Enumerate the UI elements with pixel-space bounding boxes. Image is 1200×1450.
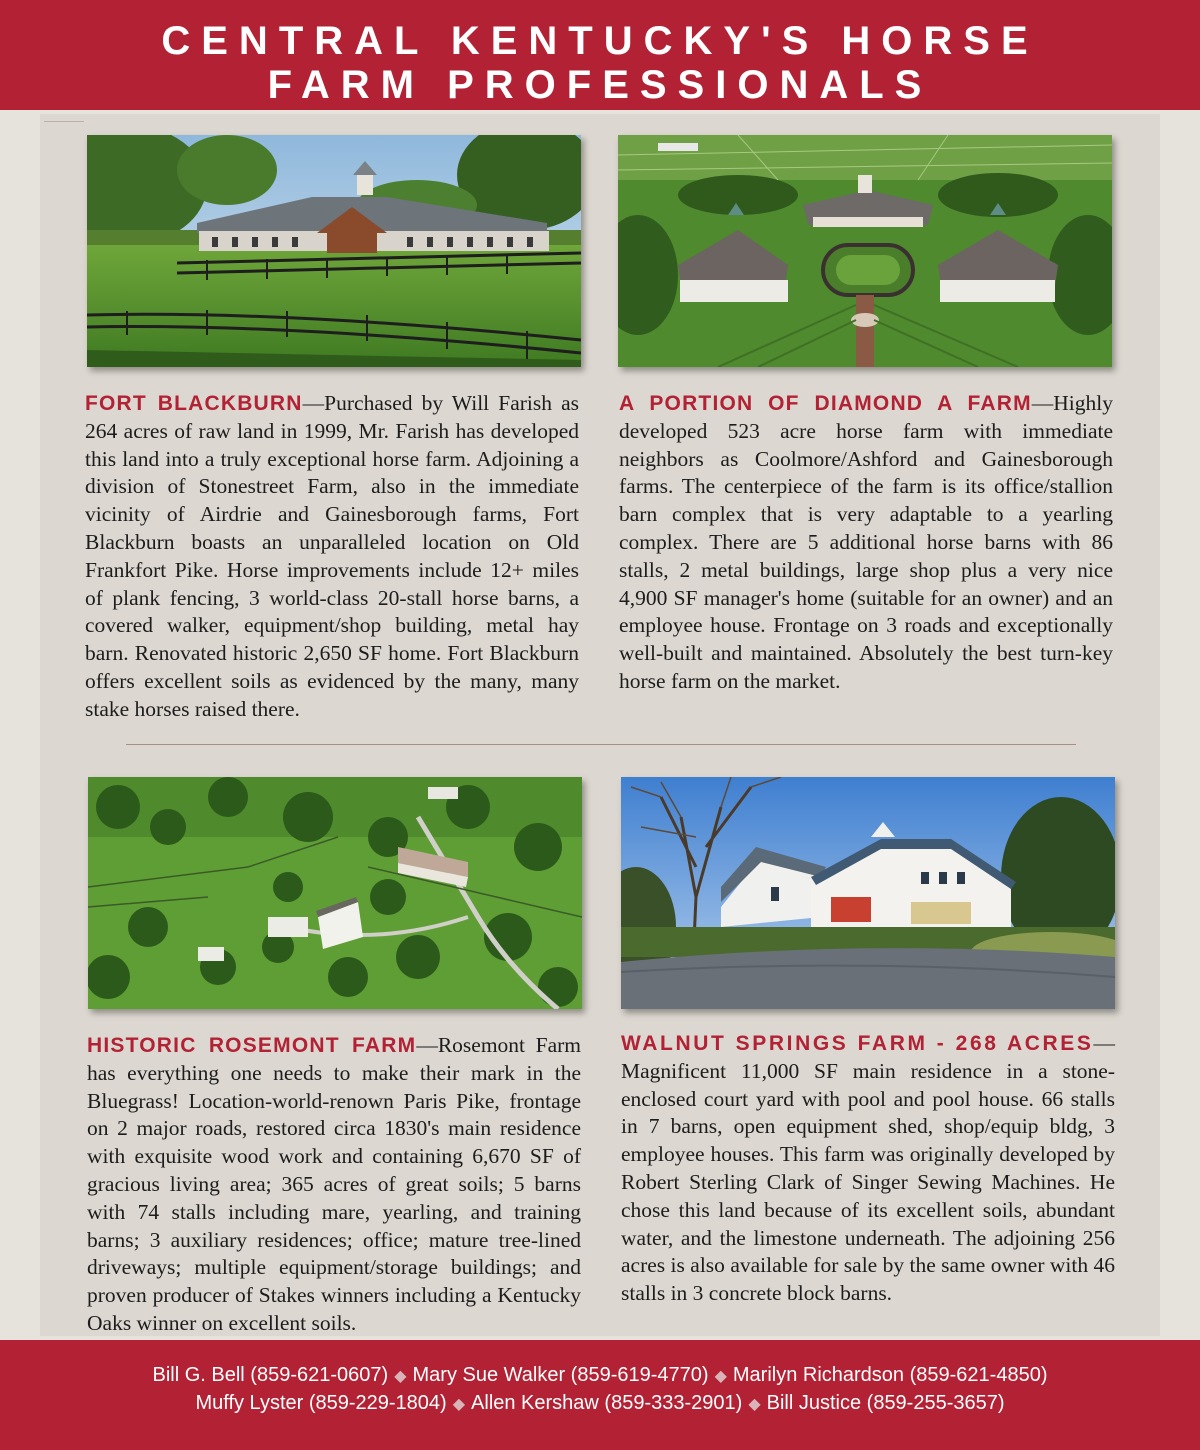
contact-bill-justice: Bill Justice (859-255-3657) bbox=[766, 1392, 1005, 1414]
listing-body: Purchased by Will Farish as 264 acres of raw land in 1999, Mr. Farish has developed this land into a truly exceptional horse farm. Adjoining a division of Stonestreet Farm, also in the immediate vicinity of Airdrie and Gainesborough farms, Fort Blackburn boasts an unparalleled location on Old Frankfort Pike. Horse improvements include 12+ miles of plank fencing, 3 world-class 20-stall horse barns, a covered walker, equipment/shop building, metal hay barn. Renovated historic 2,650 SF home. Fort Blackburn offers excellent soils as evidenced by the many, many stake horses raised there. bbox=[85, 391, 579, 721]
separator-diamond-icon: ◆ bbox=[394, 1368, 407, 1385]
listing-title: HISTORIC ROSEMONT FARM bbox=[87, 1034, 417, 1057]
panel-mark bbox=[44, 121, 84, 122]
listing-title: FORT BLACKBURN bbox=[85, 392, 303, 415]
listing-dash: — bbox=[1093, 1031, 1115, 1055]
listing-body: Highly developed 523 acre horse farm with immediate neighbors as Coolmore/Ashford and Gainesborough farms. The centerpiece of the farm is its office/stallion barn complex that is very adaptable to a yearling complex. There are 5 additional horse barns with 86 stalls, 2 metal buildings, large shop plus a very nice 4,900 SF manager's home (suitable for an owner) and an employee house. Frontage on 3 roads and exceptionally well-built and maintained. Absolutely the best turn-key horse farm on the market. bbox=[619, 391, 1113, 693]
separator-diamond-icon: ◆ bbox=[714, 1368, 727, 1385]
contact-marilyn-richardson: Marilyn Richardson (859-621-4850) bbox=[732, 1364, 1048, 1386]
contact-footer bbox=[0, 1340, 1200, 1450]
listing-body: Rosemont Farm has everything one needs to make their mark in the Bluegrass! Location-world-renown Paris Pike, frontage on 2 major roads, restored circa 1830's main residence with exquisite wood work and containing 6,670 SF of gracious living area; 365 acres of great soils; 5 barns with 74 stalls including mare, yearling, and training barns; 3 auxiliary residences; office; mature tree-lined driveways; multiple equipment/storage buildings; and proven producer of Stakes winners including a Kentucky Oaks winner on excellent soils. bbox=[87, 1033, 581, 1335]
contact-bill-bell: Bill G. Bell (859-621-0607) bbox=[152, 1364, 389, 1386]
separator-diamond-icon: ◆ bbox=[452, 1396, 466, 1413]
listing-rosemont-farm bbox=[87, 1032, 581, 1338]
listing-walnut-springs-farm bbox=[621, 1030, 1115, 1308]
listing-diamond-a-farm bbox=[619, 390, 1113, 696]
listing-dash: — bbox=[416, 1033, 438, 1057]
contact-row-2 bbox=[0, 1390, 1200, 1418]
contact-mary-sue-walker: Mary Sue Walker (859-619-4770) bbox=[412, 1364, 709, 1386]
contact-row-1 bbox=[0, 1362, 1200, 1390]
listing-body: Magnificent 11,000 SF main residence in a stone-enclosed court yard with pool and pool house. 66 stalls in 7 barns, open equipment shed, shop/equip bldg, 3 employee houses. This farm was originally developed by Robert Sterling Clark of Singer Sewing Machines. He chose this land because of its excellent soils, abundant water, and the limestone underneath. The adjoining 256 acres is also available for sale by the same owner with 46 stalls in 3 concrete block barns. bbox=[621, 1058, 1115, 1306]
rosemont-farm-photo bbox=[88, 777, 582, 1009]
section-divider bbox=[126, 744, 1076, 745]
fort-blackburn-photo bbox=[87, 135, 581, 367]
contact-allen-kershaw: Allen Kershaw (859-333-2901) bbox=[471, 1392, 743, 1414]
diamond-a-farm-photo bbox=[618, 135, 1112, 367]
separator-diamond-icon: ◆ bbox=[748, 1396, 761, 1413]
walnut-springs-farm-photo bbox=[621, 777, 1115, 1009]
listing-dash: — bbox=[302, 391, 325, 415]
listing-dash: — bbox=[1031, 391, 1054, 415]
header-title-line-1: CENTRAL KENTUCKY'S HORSE bbox=[161, 19, 1039, 63]
page-header bbox=[0, 0, 1200, 110]
listing-fort-blackburn bbox=[85, 390, 579, 724]
header-title-line-2: FARM PROFESSIONALS bbox=[267, 63, 933, 107]
contact-muffy-lyster: Muffy Lyster (859-229-1804) bbox=[195, 1392, 447, 1414]
listing-title: A PORTION OF DIAMOND A FARM bbox=[619, 392, 1032, 415]
listing-title: WALNUT SPRINGS FARM - 268 ACRES bbox=[621, 1032, 1094, 1055]
